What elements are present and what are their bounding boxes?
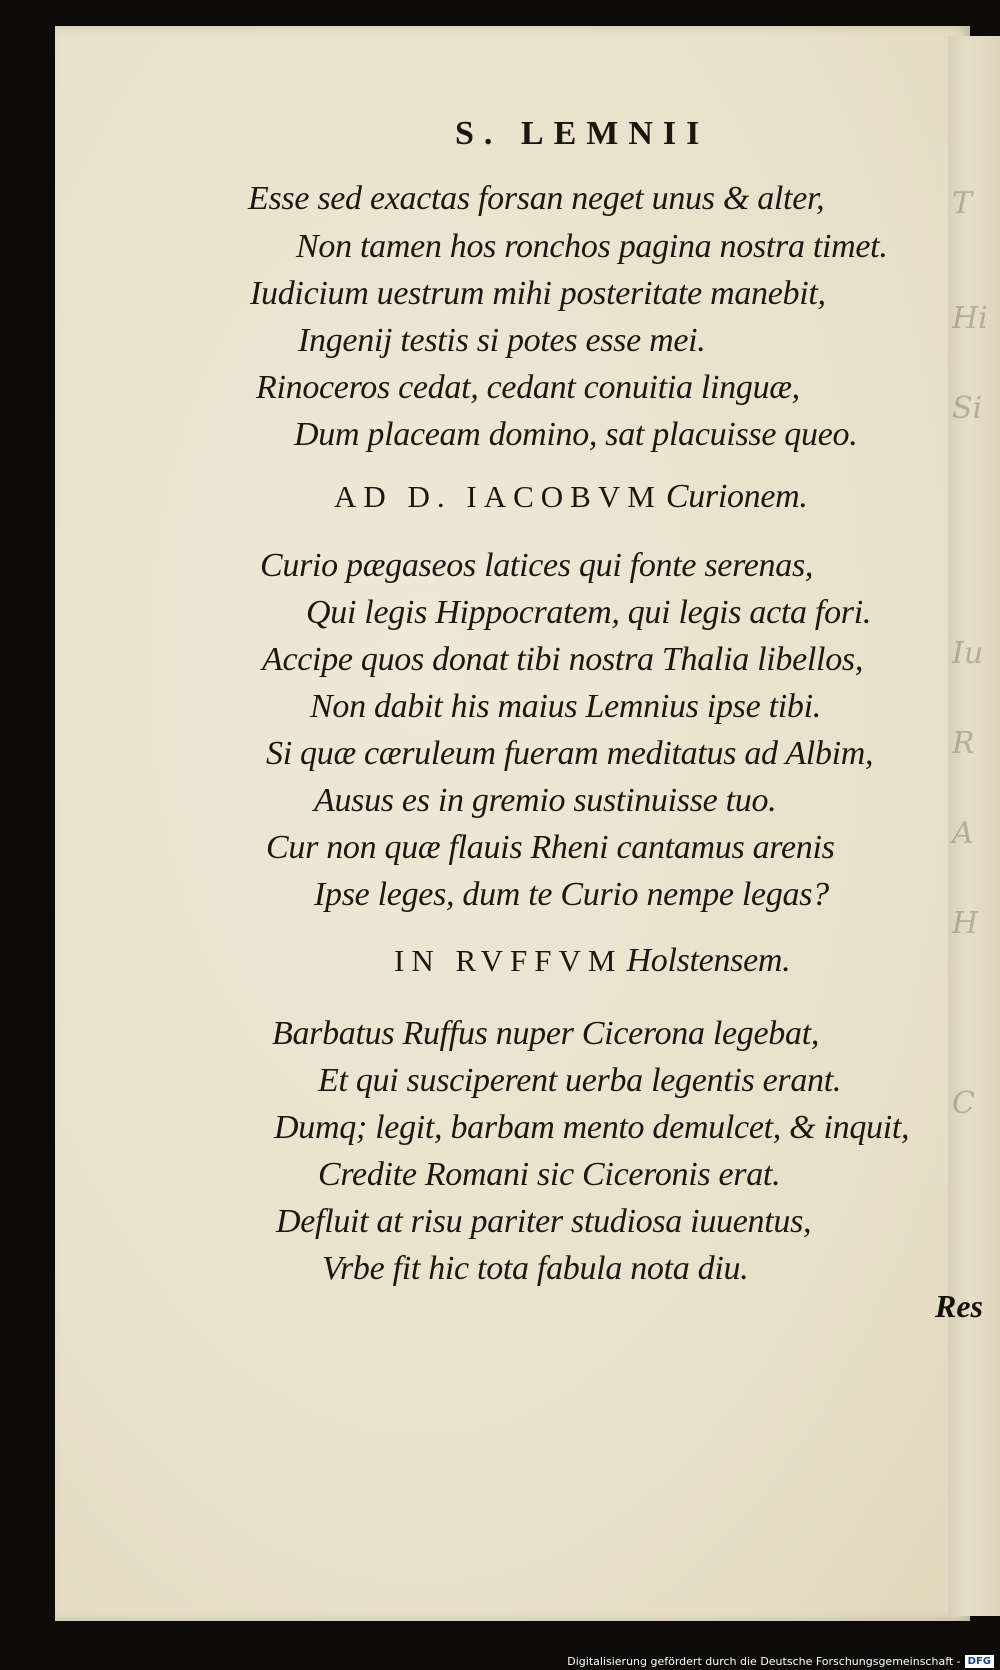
verse-line: Non tamen hos ronchos pagina nostra timet. [296,228,888,265]
verse-line: Cur non quæ flauis Rheni cantamus arenis [266,829,835,866]
verse-line: Barbatus Ruffus nuper Cicerona legebat, [272,1015,820,1052]
verse-line: Dumq; legit, barbam mento demulcet, & inquit, [274,1109,910,1146]
poem-heading-name: Curionem. [665,478,808,515]
verse-line: Ausus es in gremio sustinuisse tuo. [314,782,777,819]
verse-line: Si quæ cæruleum fueram meditatus ad Albim, [266,735,874,772]
verse-line: Vrbe fit hic tota fabula nota diu. [322,1250,749,1287]
verse-line: Ipse leges, dum te Curio nempe legas? [314,876,829,913]
verse-line: Defluit at risu pariter studiosa iuuentus, [276,1203,812,1240]
verse-line: Esse sed exactas forsan neget unus & alter, [248,180,825,217]
facing-page-edge: T Hi Si Iu R A H C [948,36,1000,1616]
digitization-credit [567,1653,994,1669]
verse-line: Qui legis Hippocratem, qui legis acta fori. [306,594,872,631]
verse-line: Rinoceros cedat, cedant conuitia linguæ, [256,369,800,406]
running-head: S. LEMNII [455,115,710,152]
dfg-logo: DFG [965,1655,994,1668]
credit-text: Digitalisierung gefördert durch die Deutsche Forschungsgemeinschaft - [567,1654,961,1668]
verse-line: Accipe quos donat tibi nostra Thalia libellos, [262,641,864,678]
poem-heading-caps: AD D. IACOBVM [334,479,662,514]
verse-line: Dum placeam domino, sat placuisse queo. [294,416,858,453]
verse-line: Iudicium uestrum mihi posteritate manebit, [250,275,826,312]
catchword: Res [935,1288,983,1324]
verse-line: Ingenij testis si potes esse mei. [298,322,706,359]
verse-line: Et qui susciperent uerba legentis erant. [318,1062,842,1099]
verse-line: Credite Romani sic Ciceronis erat. [318,1156,781,1193]
poem-heading-name: Holstensem. [626,942,791,979]
verse-line: Non dabit his maius Lemnius ipse tibi. [310,688,821,725]
poem-heading-caps: IN RVFFVM [394,943,623,978]
poem-heading [334,478,808,516]
poem-heading [394,942,790,980]
verse-line: Curio pægaseos latices qui fonte serenas, [260,547,814,584]
